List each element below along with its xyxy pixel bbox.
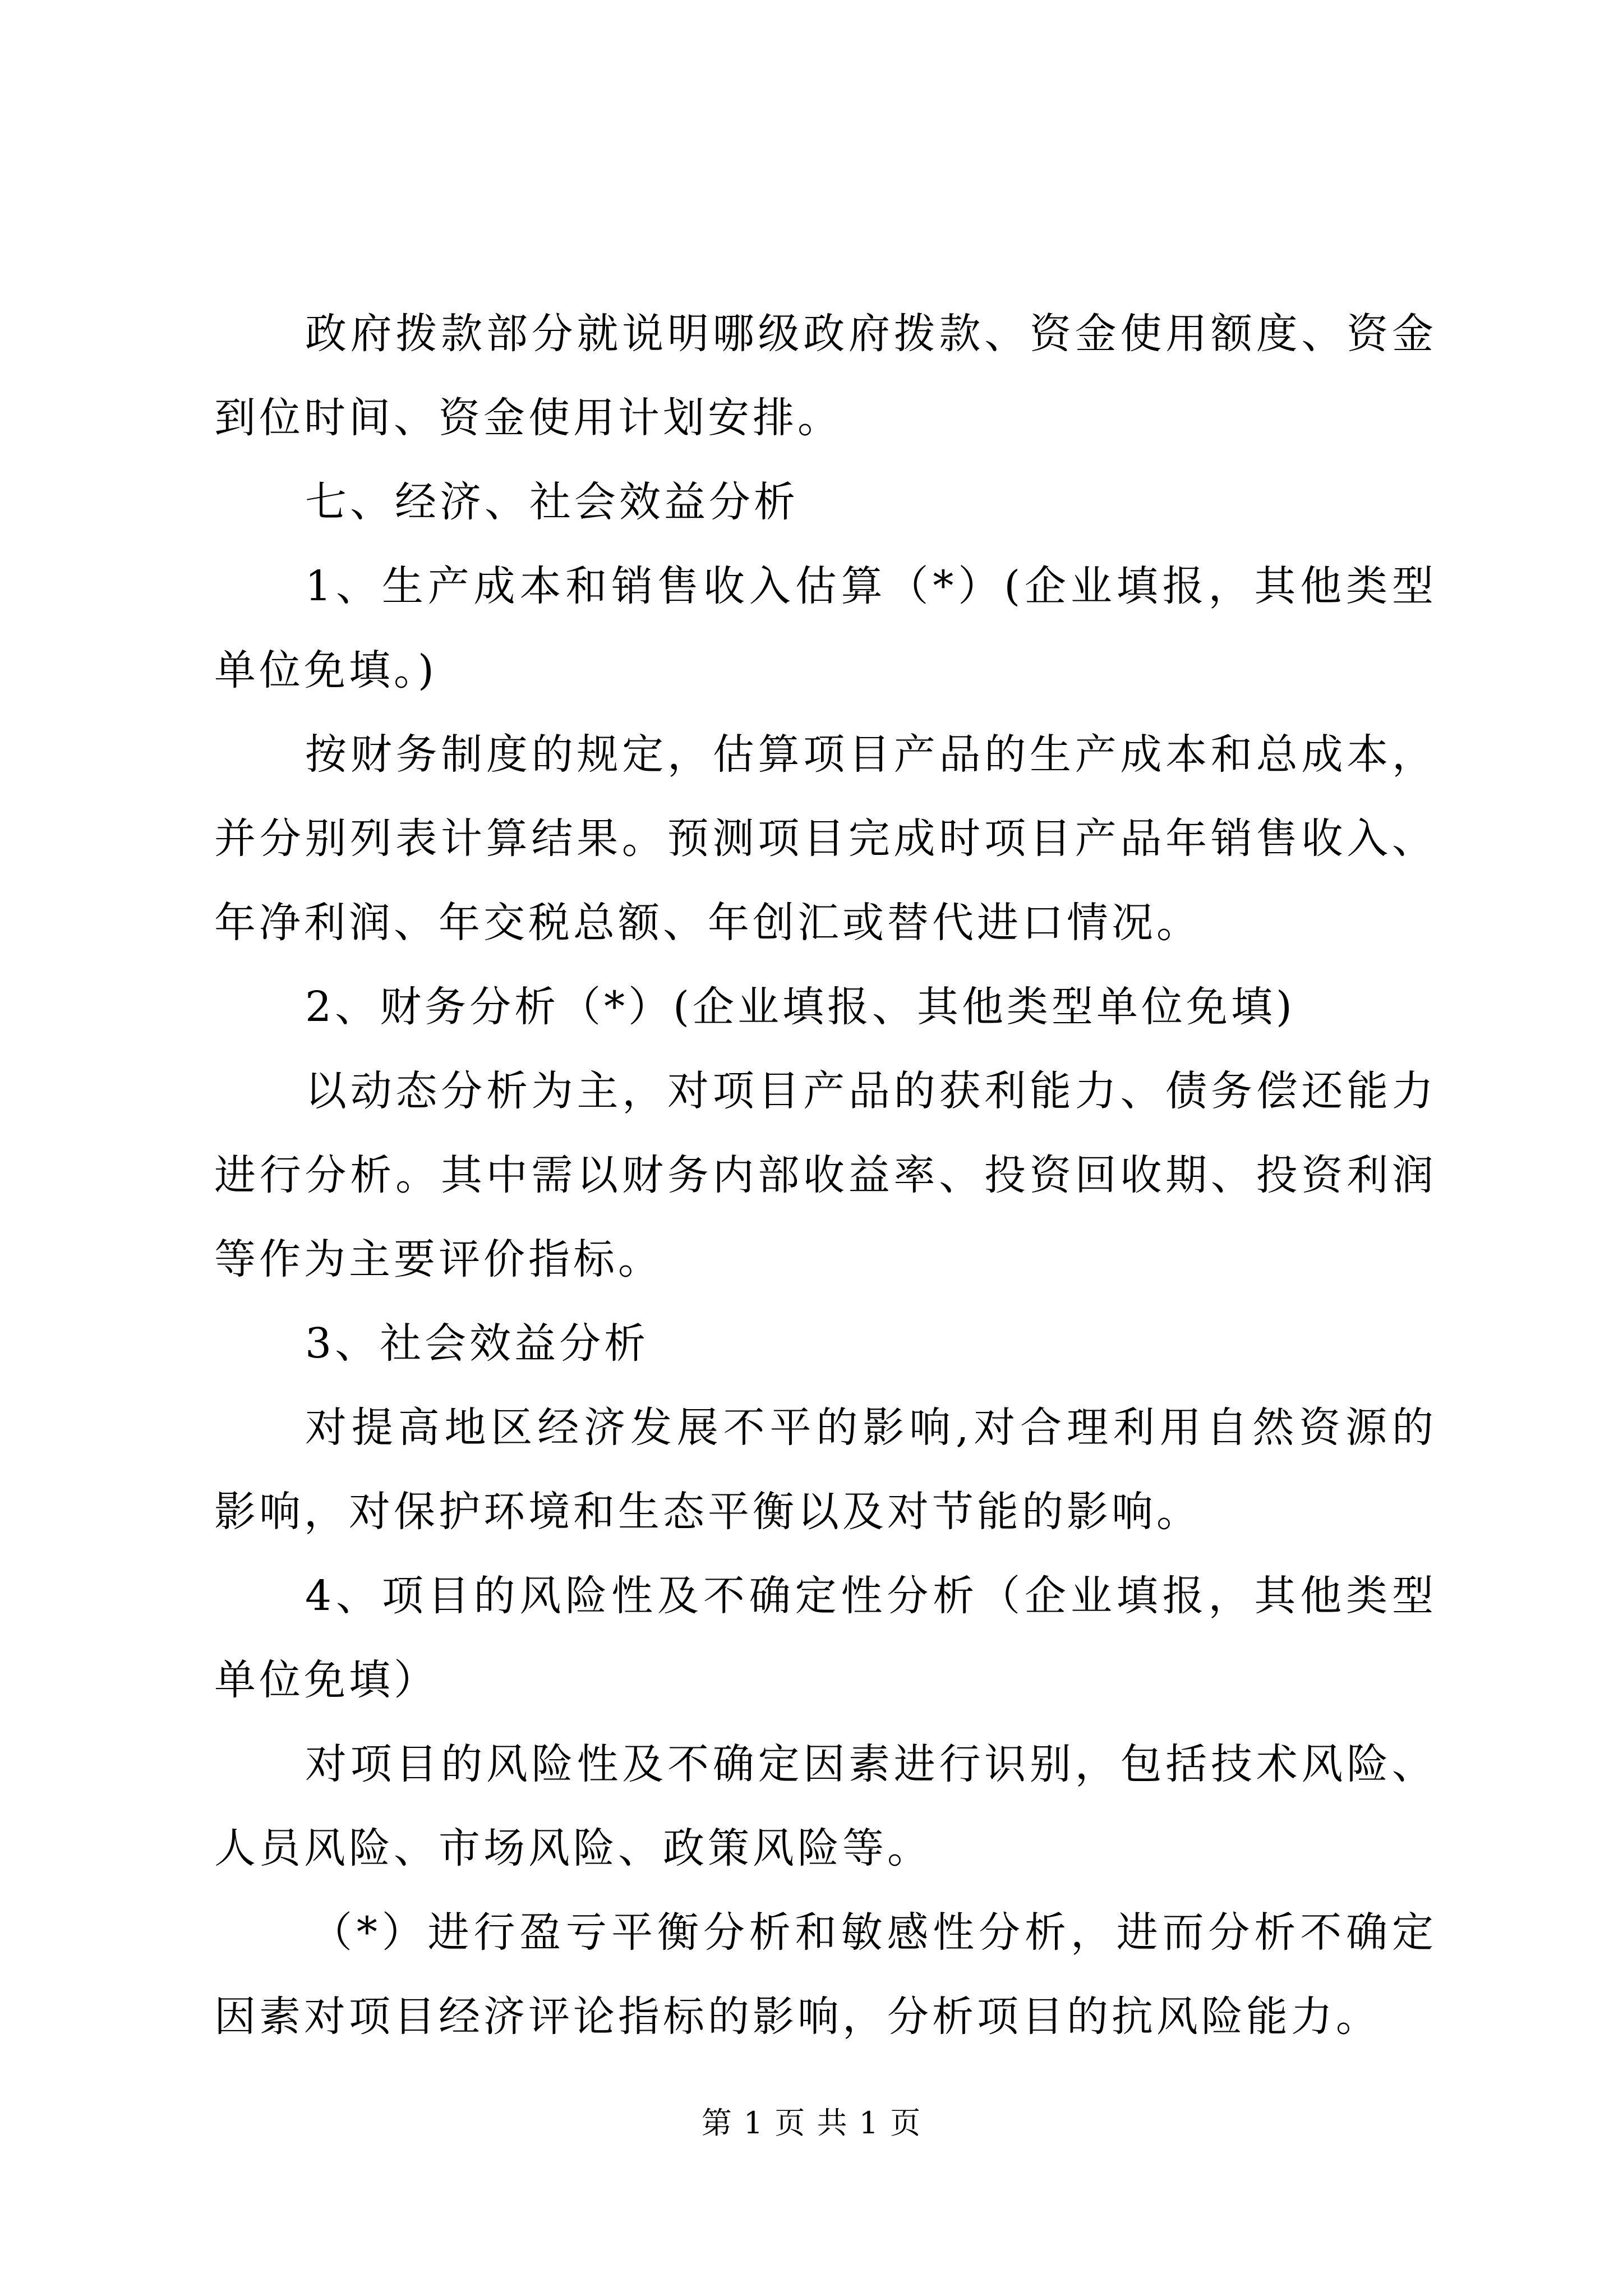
heading-cost-revenue-estimate: 1、生产成本和销售收入估算（*）(企业填报，其他类型单位免填。) <box>214 562 1437 694</box>
paragraph-government-funding: 政府拨款部分就说明哪级政府拨款、资金使用额度、资金到位时间、资金使用计划安排。 <box>214 310 1437 442</box>
heading-financial-analysis: 2、财务分析（*）(企业填报、其他类型单位免填) <box>305 983 1295 1031</box>
heading-social-benefit-analysis: 3、社会效益分析 <box>305 1319 649 1368</box>
paragraph-risk-identification: 对项目的风险性及不确定因素进行识别，包括技术风险、人员风险、市场风险、政策风险等。 <box>214 1740 1437 1872</box>
heading-risk-analysis: 4、项目的风险性及不确定性分析（企业填报，其他类型单位免填） <box>214 1572 1437 1704</box>
heading-economic-social-benefits: 七、经济、社会效益分析 <box>305 478 799 526</box>
page-number-footer: 第 1 页 共 1 页 <box>701 2105 922 2141</box>
paragraph-social-benefit-analysis: 对提高地区经济发展不平的影响,对合理利用自然资源的影响，对保护环境和生态平衡以及对节能的影响。 <box>214 1404 1437 1536</box>
paragraph-financial-analysis: 以动态分析为主，对项目产品的获利能力、债务偿还能力进行分析。其中需以财务内部收益率、投资回收期、投资利润等作为主要评价指标。 <box>214 1067 1437 1283</box>
paragraph-breakeven-sensitivity: （*）进行盈亏平衡分析和敏感性分析，进而分析不确定因素对项目经济评论指标的影响，分析项目的抗风险能力。 <box>214 1908 1437 2041</box>
document-body <box>214 292 1437 2059</box>
paragraph-cost-revenue-estimate: 按财务制度的规定，估算项目产品的生产成本和总成本，并分别列表计算结果。预测项目完成时项目产品年销售收入、年净利润、年交税总额、年创汇或替代进口情况。 <box>214 730 1437 947</box>
